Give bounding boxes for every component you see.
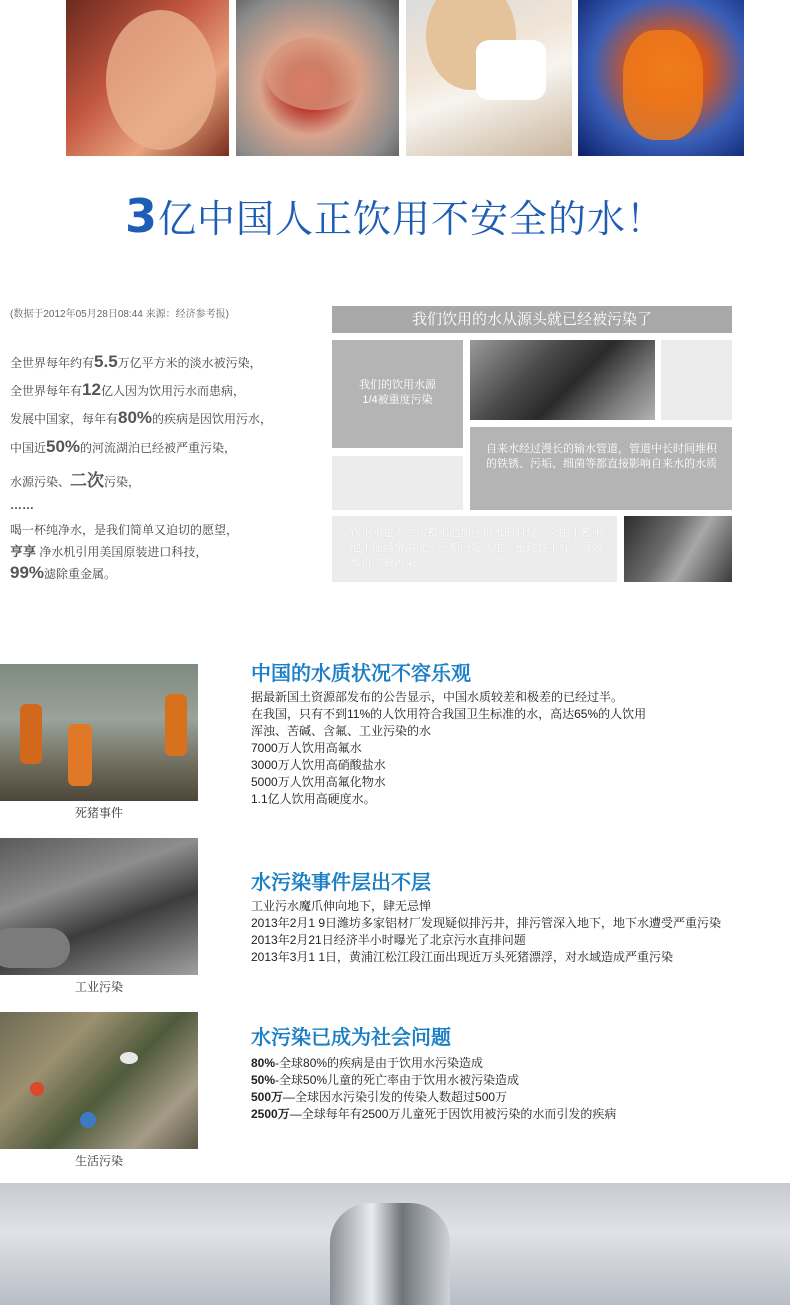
blank-box xyxy=(661,340,732,420)
page-headline: 3亿中国人正饮用不安全的水！ xyxy=(124,189,666,243)
water-source-box xyxy=(332,340,463,448)
rusty-pipe-photo xyxy=(624,516,732,582)
stat-line: 水源污染、二次污染， xyxy=(10,471,141,490)
industrial-pollution-photo xyxy=(0,838,198,975)
stomach-pain-photo xyxy=(236,0,399,156)
tank-text-box xyxy=(332,516,617,582)
section-title: 水污染事件层出不层 xyxy=(251,870,431,894)
section-line: 2500万—全球每年有2500万儿童死于因饮用被污染的水而引发的疾病 xyxy=(251,1107,617,1121)
pipe-text: 自来水经过漫长的输水管道，管道中长时间堆积的铁锈、污垢、细菌等都直接影响自来水的水质 xyxy=(486,443,717,470)
section-line: 2013年2月1 9日潍坊多家铝材厂发现疑似排污井，排污管深入地下，地下水遭受严重污染 xyxy=(251,916,722,930)
section-line: 2013年3月1 1日，黄浦江松江段江面出现近万头死猪漂浮，对水域造成严重污染 xyxy=(251,950,674,964)
section-line: 浑浊、苦碱、含氟、工业污染的水 xyxy=(251,724,432,738)
section-line: 2013年2月21日经济半小时曝光了北京污水直排问题 xyxy=(251,933,526,947)
stat-line: 发展中国家，每年有80%的疾病是因饮用污水， xyxy=(10,408,273,427)
pipe-text-box xyxy=(470,427,732,510)
fetus-photo xyxy=(66,0,229,156)
wish-line: 喝一杯纯净水，是我们简单又迫切的愿望， xyxy=(10,523,239,537)
domestic-garbage-photo xyxy=(0,1012,198,1149)
polluted-pond-photo xyxy=(470,340,655,420)
stat-line: 中国近50%的河流湖泊已经被严重污染， xyxy=(10,437,237,456)
section-line: 在我国，只有不到11%的人饮用符合我国卫生标准的水，高达65%的人饮用 xyxy=(251,707,647,721)
section-line: 500万—全球因水污染引发的传染人数超过500万 xyxy=(251,1090,508,1104)
child-tissue-photo xyxy=(406,0,572,156)
source-note: (数据于2012年05月28日08:44 来源：经济参考报) xyxy=(10,309,229,320)
section-line: 7000万人饮用高氟水 xyxy=(251,741,362,755)
brand-line: 亨享 净水机引用美国原装进口科技， xyxy=(10,544,208,559)
dead-pig-photo xyxy=(0,664,198,801)
section-line: 5000万人饮用高氟化物水 xyxy=(251,775,386,789)
section-line: 1.1亿人饮用高硬度水。 xyxy=(251,792,376,806)
stat-line: 全世界每年约有5.5万亿平方米的淡水被污染， xyxy=(10,352,262,371)
photo-caption: 死猪事件 xyxy=(74,806,123,820)
photo-caption: 生活污染 xyxy=(74,1154,123,1168)
section-title: 水污染已成为社会问题 xyxy=(251,1025,451,1049)
section-line: 80%-全球80%的疾病是由于饮用水污染造成 xyxy=(251,1056,484,1070)
metal-line: 99%滤除重金属。 xyxy=(10,563,117,582)
stat-line: 全世界每年有12亿人因为饮用污水而患病， xyxy=(10,380,245,399)
photo-caption: 工业污染 xyxy=(74,980,123,994)
section-line: 工业污水魔爪伸向地下，肆无忌惮 xyxy=(251,899,432,913)
section-line: 3000万人饮用高硝酸盐水 xyxy=(251,758,386,772)
blank-box xyxy=(332,456,463,510)
section-line: 50%-全球50%儿童的死亡率由于饮用水被污染造成 xyxy=(251,1073,520,1087)
section-title: 中国的水质状况不容乐观 xyxy=(251,661,471,685)
section-line: 据最新国土资源部发布的公告显示，中国水质较差和极差的已经过半。 xyxy=(251,690,624,704)
pollution-grid-title: 我们饮用的水从源头就已经被污染了 xyxy=(332,306,732,333)
faucet-photo xyxy=(0,1183,790,1305)
water-source-text: 我们的饮用水源 1/4被重度污染 xyxy=(359,379,436,406)
ellipsis: …… xyxy=(10,498,34,512)
intestine-anatomy-photo xyxy=(578,0,744,156)
tank-text: 饮用水进入二次蓄水池加压供水的时候，会由于蓄水池不能经常清洗，污垢沉淀严重、密封性不好，导致水再次被污染 xyxy=(350,527,603,569)
